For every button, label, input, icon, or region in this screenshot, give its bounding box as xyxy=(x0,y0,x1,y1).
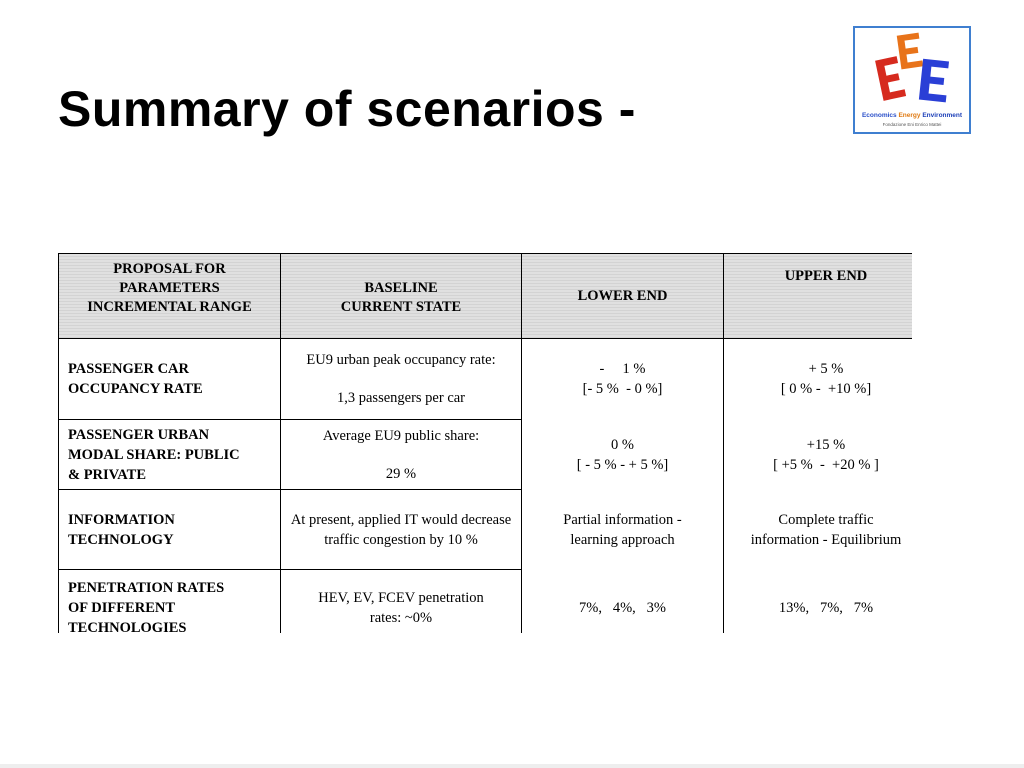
row-lower-end xyxy=(522,420,724,490)
baseline-line: HEV, EV, FCEV penetration xyxy=(318,590,484,606)
row-upper-end xyxy=(724,339,913,420)
header-baseline-line2: CURRENT STATE xyxy=(340,299,462,315)
logo-caption-environment: Environment xyxy=(922,112,963,119)
header-parameters-line1: PROPOSAL FOR xyxy=(113,261,226,277)
lower-line: learning approach xyxy=(570,531,675,548)
logo-e-blue xyxy=(919,59,950,103)
upper-line: +15 % xyxy=(806,436,846,453)
row-lower-end: 7%, 4%, 3% xyxy=(522,570,724,634)
table-row xyxy=(59,490,913,570)
row-baseline: At present, applied IT would decrease traffic congestion by 10 % xyxy=(281,490,522,570)
logo-caption-energy: Energy xyxy=(898,112,921,119)
row-parameter xyxy=(59,570,281,634)
upper-line: + 5 % xyxy=(808,361,844,378)
baseline-line: Average EU9 public share: xyxy=(322,427,480,444)
header-upper-end: UPPER END xyxy=(724,254,913,339)
row-upper-end xyxy=(724,420,913,490)
baseline-line: 29 % xyxy=(385,465,417,482)
lower-line: [- 5 % - 0 %] xyxy=(582,381,663,398)
row-parameter xyxy=(59,490,281,570)
table-row xyxy=(59,420,913,490)
upper-line: [ 0 % - +10 %] xyxy=(780,381,872,398)
scenarios-table-container xyxy=(58,253,912,633)
param-line: TECHNOLOGY xyxy=(68,531,174,548)
row-baseline xyxy=(281,570,522,634)
baseline-line: EU9 urban peak occupancy rate: xyxy=(306,352,496,368)
header-parameters xyxy=(59,254,281,339)
header-parameters-line2: PARAMETERS xyxy=(119,280,220,296)
header-baseline xyxy=(281,254,522,339)
upper-line: [ +5 % - +20 % ] xyxy=(773,456,879,473)
row-upper-end xyxy=(724,490,913,570)
footer-divider xyxy=(0,764,1024,768)
lower-line: 0 % xyxy=(611,436,634,453)
param-line: OF DIFFERENT xyxy=(68,600,176,616)
scenarios-table xyxy=(58,253,912,633)
logo-caption xyxy=(855,112,969,119)
lower-line: - 1 % xyxy=(599,361,646,378)
page-title: Summary of scenarios - xyxy=(58,81,636,137)
baseline-line: rates: ~0% xyxy=(369,610,433,626)
row-parameter xyxy=(59,339,281,420)
lower-line: [ - 5 % - + 5 %] xyxy=(576,456,669,473)
param-line: TECHNOLOGIES xyxy=(68,620,187,633)
row-upper-end: 13%, 7%, 7% xyxy=(724,570,913,634)
param-line: INFORMATION xyxy=(68,511,175,528)
logo-subcaption: Fondazione Eni Enrico Mattei xyxy=(882,122,942,127)
table-row xyxy=(59,339,913,420)
param-line: MODAL SHARE: PUBLIC xyxy=(68,446,240,463)
param-line: OCCUPANCY RATE xyxy=(68,381,203,397)
param-line: & PRIVATE xyxy=(68,466,147,483)
param-line: PENETRATION RATES xyxy=(68,580,225,596)
row-baseline xyxy=(281,420,522,490)
row-lower-end xyxy=(522,490,724,570)
table-header-row xyxy=(59,254,913,339)
row-parameter xyxy=(59,420,281,490)
row-lower-end xyxy=(522,339,724,420)
header-baseline-line1: BASELINE xyxy=(364,280,438,296)
param-line: PASSENGER CAR xyxy=(68,361,189,377)
param-line: PASSENGER URBAN xyxy=(68,426,210,443)
logo-e-orange xyxy=(897,33,924,70)
eee-logo-graphic xyxy=(855,28,969,112)
header-lower-end: LOWER END xyxy=(522,254,724,339)
upper-line: information - Equilibrium xyxy=(750,531,902,548)
header-parameters-line3: INCREMENTAL RANGE xyxy=(87,299,252,315)
baseline-line: 1,3 passengers per car xyxy=(336,390,466,406)
upper-line: Complete traffic xyxy=(778,511,874,528)
eee-logo xyxy=(853,26,971,134)
row-baseline xyxy=(281,339,522,420)
table-row xyxy=(59,570,913,634)
lower-line: Partial information - xyxy=(563,511,682,528)
logo-caption-economics: Economics xyxy=(861,112,897,119)
